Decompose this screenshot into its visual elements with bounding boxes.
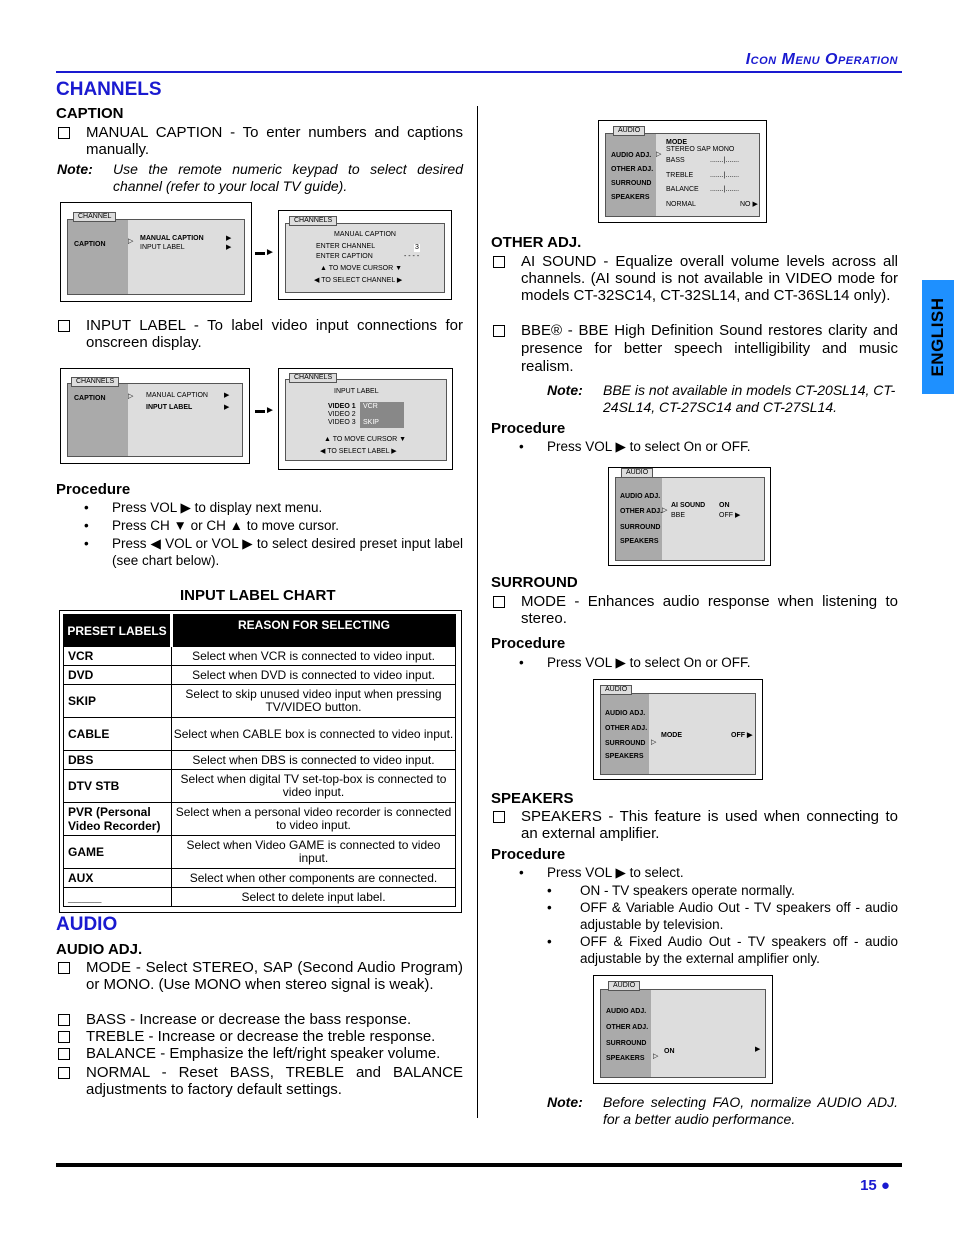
osd-input-label: INPUT LABEL VIDEO 1 VIDEO 2 VIDEO 3 VCR SKIP ▲ TO MOVE CURSOR ▼ ◀ TO SELECT LABEL ▶ CHANNELS: [278, 368, 453, 470]
other-adj-heading: OTHER ADJ.: [491, 234, 582, 251]
chart-row: [64, 888, 456, 907]
manual-caption-item: MANUAL CAPTION - To enter numbers and captions manually.: [58, 124, 463, 158]
speakers-item: SPEAKERS - This feature is used when connecting to an external amplifier.: [493, 808, 898, 842]
chart-preset-label: _____: [64, 888, 172, 907]
other-proc: • Press VOL ▶ to select On or OFF.: [519, 439, 751, 454]
arrow-right-icon: ▬►: [255, 247, 275, 258]
caption-heading: CAPTION: [56, 105, 124, 122]
chart-reason: Select when VCR is connected to video input.: [172, 647, 456, 666]
chart-reason: Select when digital TV set-top-box is connected to video input.: [172, 770, 456, 803]
chart-preset-label: GAME: [64, 836, 172, 869]
chart-head-preset: PRESET LABELS: [64, 615, 172, 647]
audio-adj-heading: AUDIO ADJ.: [56, 941, 143, 958]
procedure-list: • Press VOL ▶ to display next menu. • Press CH ▼ or CH ▲ to move cursor. • Press ◀ VOL or VOL ▶ to select desired preset input label (see chart below).: [84, 500, 463, 568]
page-number: 15 ●: [860, 1177, 890, 1194]
procedure-heading: Procedure: [491, 420, 566, 437]
osd-channel-menu: CAPTION ▷ MANUAL CAPTION INPUT LABEL ▶ ▶ CHANNEL: [60, 202, 252, 302]
chart-preset-label: PVR (Personal Video Recorder): [64, 803, 172, 836]
final-note: Note: Before selecting FAO, normalize AUDIO ADJ. for a better audio performance.: [547, 1094, 898, 1127]
arrow-right-icon: ▬►: [255, 405, 275, 416]
treble-item: TREBLE - Increase or decrease the treble response.: [58, 1028, 463, 1045]
footer-rule: [56, 1163, 902, 1167]
chart-preset-label: DVD: [64, 666, 172, 685]
chart-preset-label: AUX: [64, 869, 172, 888]
chart-reason: Select when other components are connected.: [172, 869, 456, 888]
procedure-heading: Procedure: [491, 846, 566, 863]
chart-row: [64, 803, 456, 836]
channels-heading: CHANNELS: [56, 79, 162, 100]
chart-reason: Select when DBS is connected to video input.: [172, 751, 456, 770]
header-rule: [56, 71, 902, 73]
osd-manual-caption: MANUAL CAPTION ENTER CHANNEL 3 ENTER CAPTION - - - - ▲ TO MOVE CURSOR ▼ ◀ TO SELECT CHANNEL ▶ CHANNELS: [278, 210, 452, 300]
chart-preset-label: SKIP: [64, 685, 172, 718]
chart-row: [64, 751, 456, 770]
chart-reason: Select when DVD is connected to video input.: [172, 666, 456, 685]
chart-row: [64, 718, 456, 751]
page-header-title: Icon Menu Operation: [745, 51, 898, 68]
bbe-note: Note: BBE is not available in models CT-20SL14, CT-24SL14, CT-27SC14 and CT-27SL14.: [547, 382, 896, 415]
english-side-tab: ENGLISH: [922, 280, 954, 394]
input-label-chart-title: INPUT LABEL CHART: [180, 587, 336, 604]
chart-preset-label: VCR: [64, 647, 172, 666]
chart-reason: Select to delete input label.: [172, 888, 456, 907]
bbe-item: BBE® - BBE High Definition Sound restores clarity and presence for better speech intelligibility and music realism.: [493, 322, 898, 376]
osd-surround: AUDIO ADJ. OTHER ADJ. SURROUND SPEAKERS ▷ MODE OFF ▶ AUDIO: [593, 679, 763, 780]
speakers-heading: SPEAKERS: [491, 790, 574, 807]
balance-item: BALANCE - Emphasize the left/right speaker volume.: [58, 1045, 463, 1062]
osd-speakers: AUDIO ADJ. OTHER ADJ. SURROUND SPEAKERS ▷ ON ▶ AUDIO: [593, 975, 773, 1084]
surround-proc: • Press VOL ▶ to select On or OFF.: [519, 655, 751, 670]
bass-item: BASS - Increase or decrease the bass response.: [58, 1011, 463, 1028]
chart-row: [64, 647, 456, 666]
chart-reason: Select when a personal video recorder is connected to video input.: [172, 803, 456, 836]
caption-note: Note: Use the remote numeric keypad to select desired channel (refer to your local TV guide).: [57, 161, 463, 194]
speakers-sublist: • ON - TV speakers operate normally. • OFF & Variable Audio Out - TV speakers off - audio adjustable by television. • OFF & Fixed Audio Out - TV speakers off - audio adjustable by the external amplifier only.: [547, 883, 898, 966]
chart-row: [64, 836, 456, 869]
chart-reason: Select when Video GAME is connected to video input.: [172, 836, 456, 869]
procedure-heading: Procedure: [56, 481, 131, 498]
normal-item: NORMAL - Reset BASS, TREBLE and BALANCE adjustments to factory default settings.: [58, 1064, 463, 1098]
osd-channels-menu: CAPTION ▷ MANUAL CAPTION INPUT LABEL ▶ ▶ CHANNELS: [60, 368, 250, 464]
chart-row: [64, 869, 456, 888]
chart-preset-label: CABLE: [64, 718, 172, 751]
procedure-heading: Procedure: [491, 635, 566, 652]
chart-reason: Select when CABLE box is connected to video input.: [172, 718, 456, 751]
osd-other-adj: AUDIO ADJ. OTHER ADJ. SURROUND SPEAKERS ▷ AI SOUND BBE ON OFF ▶ AUDIO: [608, 467, 771, 566]
chart-preset-label: DBS: [64, 751, 172, 770]
chart-row: [64, 770, 456, 803]
speakers-proc: • Press VOL ▶ to select.: [519, 865, 684, 880]
mode-item: MODE - Select STEREO, SAP (Second Audio Program) or MONO. (Use MONO when stereo signal is weak).: [58, 959, 463, 993]
surround-mode-item: MODE - Enhances audio response when listening to stereo.: [493, 593, 898, 627]
audio-heading: AUDIO: [56, 914, 118, 935]
chart-preset-label: DTV STB: [64, 770, 172, 803]
chart-row: [64, 685, 456, 718]
ai-sound-item: AI SOUND - Equalize overall volume levels across all channels. (AI sound is not available in VIDEO mode for models CT-32SC14, CT-32SL14, and CT-36SL14 only).: [493, 253, 898, 304]
input-label-item: INPUT LABEL - To label video input connections for onscreen display.: [58, 317, 463, 351]
column-divider: [477, 106, 478, 1118]
input-label-chart: [59, 610, 462, 913]
surround-heading: SURROUND: [491, 574, 578, 591]
chart-head-reason: REASON FOR SELECTING: [172, 615, 456, 647]
chart-row: [64, 666, 456, 685]
chart-reason: Select to skip unused video input when pressing TV/VIDEO button.: [172, 685, 456, 718]
osd-audio-adj: AUDIO ADJ. OTHER ADJ. SURROUND SPEAKERS ▷ MODE STEREO SAP MONO BASS TREBLE BALANCE NORMAL .......|....... .......|....... .......|....... NO ▶ AUDIO: [598, 120, 767, 223]
